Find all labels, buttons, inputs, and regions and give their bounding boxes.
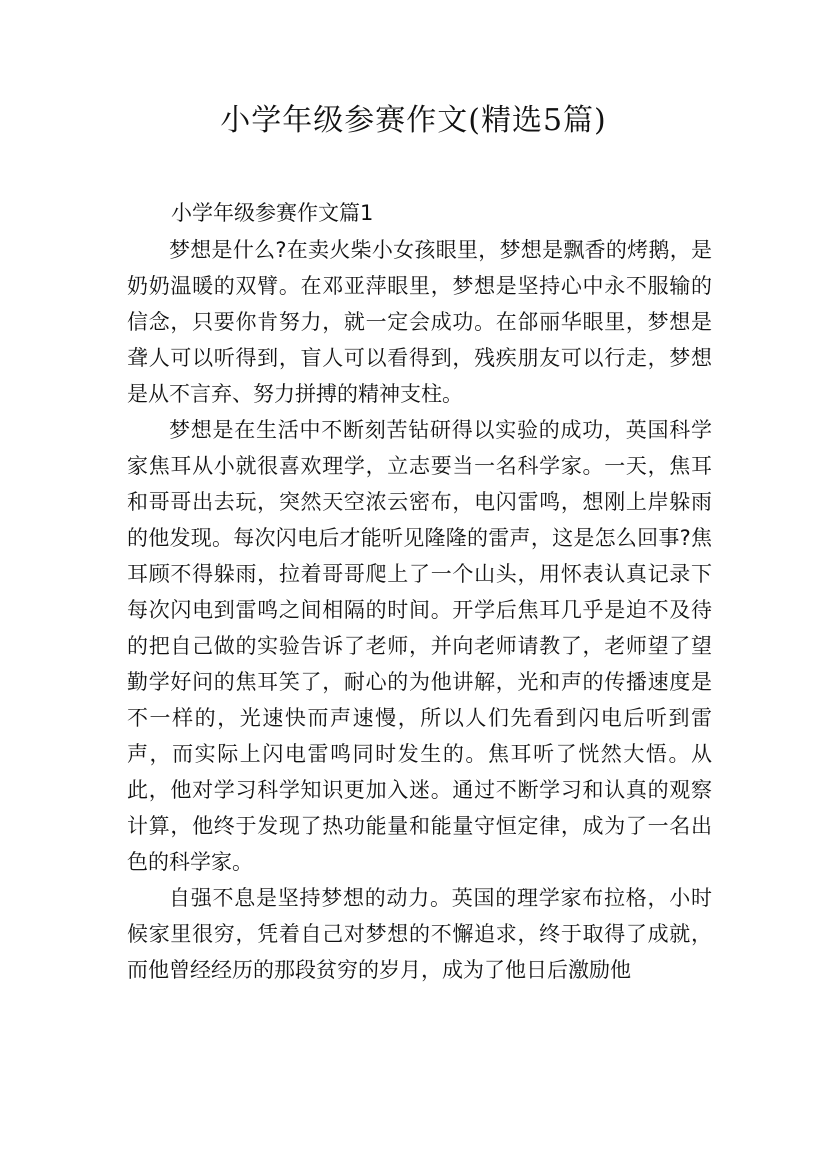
paragraph-2: 梦想是在生活中不断刻苦钻研得以实验的成功，英国科学家焦耳从小就很喜欢理学，立志要当一名科学家。一天，焦耳和哥哥出去玩，突然天空浓云密布，电闪雷鸣，想刚上岸躲雨的他发现。每次闪电后才能听见隆隆的雷声，这是怎么回事?焦耳顾不得躲雨，拉着哥哥爬上了一个山头，用怀表认真记录下每次闪电到雷鸣之间相隔的时间。开学后焦耳几乎是迫不及待的把自己做的实验告诉了老师，并向老师请教了，老师望了望勤学好问的焦耳笑了，耐心的为他讲解，光和声的传播速度是不一样的，光速快而声速慢，所以人们先看到闪电后听到雷声，而实际上闪电雷鸣同时发生的。焦耳听了恍然大悟。从此，他对学习科学知识更加入迷。通过不断学习和认真的观察计算，他终于发现了热功能量和能量守恒定律，成为了一名出色的科学家。 (127, 418, 712, 874)
paragraph-1: 梦想是什么?在卖火柴小女孩眼里，梦想是飘香的烤鹅，是奶奶温暖的双臂。在邓亚萍眼里，梦想是坚持心中永不服输的信念，只要你肯努力，就一定会成功。在郃丽华眼里，梦想是聋人可以听得到，盲人可以看得到，残疾朋友可以行走，梦想是从不言弃、努力拼搏的精神支柱。 (127, 238, 712, 406)
paragraph-3: 自强不息是坚持梦想的动力。英国的理学家布拉格，小时候家里很穷，凭着自己对梦想的不懈追求，终于取得了成就，而他曾经经历的那段贫穷的岁月，成为了他日后激励他 (127, 886, 712, 982)
section-heading: 小学年级参赛作文篇1 (171, 201, 374, 225)
document-title: 小学年级参赛作文(精选5篇) (220, 103, 607, 138)
document-body (127, 198, 712, 988)
